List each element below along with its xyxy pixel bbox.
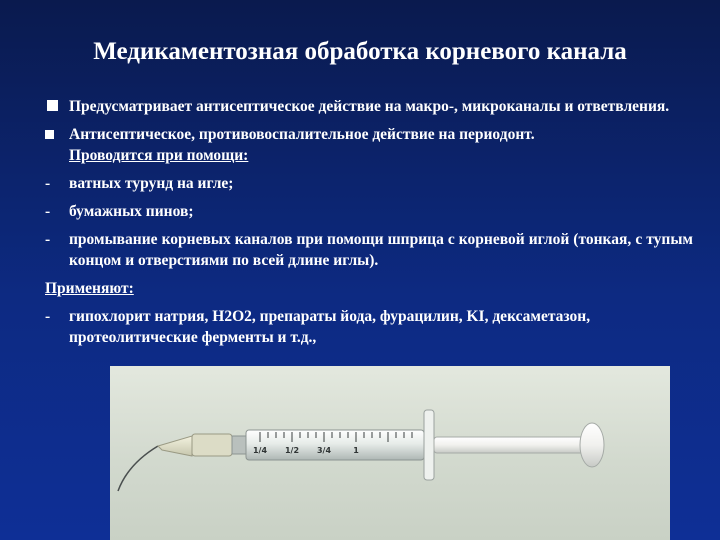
bullet-line: Антисептическое, противовоспалительное действие на периодонт. [69,126,535,143]
scale-label: 1 [353,446,359,455]
slide-body [45,96,693,348]
bullet-marker [45,96,69,117]
syringe-photo [110,366,670,540]
bullet-item [45,124,693,166]
plunger-thumb-rest [580,423,604,467]
slide-title: Медикаментозная обработка корневого канала [93,38,627,65]
list-item [45,201,693,222]
section-heading-method: Проводится при помощи: [69,147,249,164]
needle-hub-collar [192,434,232,456]
section-heading-agents: Применяют: [45,280,134,297]
finger-flange [424,410,434,480]
root-needle [118,446,158,491]
list-item-text: бумажных пинов; [69,203,194,220]
dash-marker: - [45,308,51,325]
plunger-rod [434,437,584,453]
bullet-marker [45,124,69,145]
list-item [45,229,693,271]
needle-hub [158,436,192,456]
bullet-item [45,96,693,117]
list-item [45,306,693,348]
list-item-text: ватных турунд на игле; [69,175,234,192]
list-item [45,173,693,194]
list-item-text: гипохлорит натрия, H2O2, препараты йода, фурацилин, KI, дексаметазон, протеолитические ферменты и т.д., [69,308,591,346]
scale-label: 3/4 [316,446,332,455]
bullet-text: Предусматривает антисептическое действие на макро-, микроканалы и ответвления. [69,98,670,115]
bullet-text [69,124,693,166]
syringe-illustration [110,366,670,540]
dash-marker: - [45,175,51,192]
scale-label: 1/4 [252,446,268,455]
list-item-text: промывание корневых каналов при помощи шприца с корневой иглой (тонкая, с тупым концом и отверстиями по всей длине иглы). [69,231,693,269]
barrel-tip [232,436,246,454]
scale-label: 1/2 [284,446,300,455]
dash-marker: - [45,203,51,220]
syringe-barrel [246,430,424,460]
dash-marker: - [45,231,51,248]
